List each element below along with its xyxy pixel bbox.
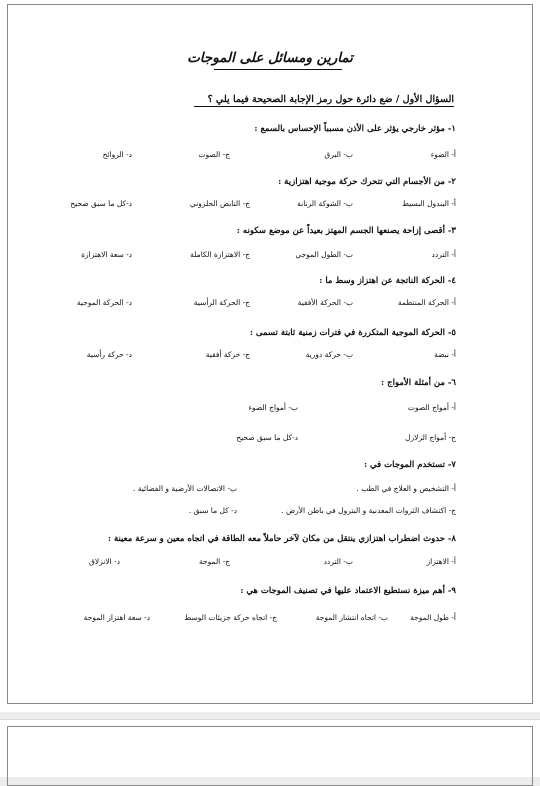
question-8: ٨- حدوث اضطراب اهتزازي ينتقل من مكان لآخر حاملاً معه الطاقة في اتجاه معين و سرعة معينة : [107, 534, 456, 544]
q8-option-a: أ- الاهتزاز [426, 557, 456, 566]
q5-option-d: د- حركة رأسية [86, 350, 132, 359]
q3-option-a: أ- التردد [431, 250, 456, 259]
question-3: ٣- أقصى إزاحة يصنعها الجسم المهتز بعيداً عن موضع سكونه : [236, 226, 456, 236]
question-1: ١- مؤثر خارجي يؤثر على الأذن مسبباً الإحساس بالسمع : [254, 124, 456, 134]
q8-option-d: د- الانزلاق [89, 557, 120, 566]
question-4: ٤- الحركة الناتجة عن اهتزاز وسط ما : [319, 276, 456, 286]
q7-option-a: أ- التشخيص و العلاج في الطب . [356, 484, 456, 493]
q4-option-b: ب- الحركة الأفقية [297, 298, 353, 307]
question-5: ٥- الحركة الموجية المتكررة في فترات زمنية ثابتة تسمى : [249, 328, 456, 338]
q5-option-a: أ- نبضة [434, 350, 456, 359]
next-page-border [7, 726, 533, 786]
next-page [0, 719, 540, 777]
q3-option-b: ب- الطول الموجي [295, 250, 353, 259]
title-underline [214, 69, 342, 70]
q1-option-c: ج- الصوت [198, 150, 230, 159]
q4-option-a: أ- الحركة المنتظمة [397, 298, 456, 307]
q2-option-d: د-كل ما سبق صحيح [70, 199, 132, 208]
question-7: ٧- تستخدم الموجات في : [363, 460, 456, 470]
q9-option-b: ب- اتجاه انتشار الموجة [315, 613, 388, 622]
q2-option-c: ج- النابض الحلزوني [189, 199, 250, 208]
q1-option-d: د- الروائح [102, 150, 132, 159]
heading-underline [194, 106, 454, 107]
q4-option-d: د- الحركة الموجية [76, 298, 132, 307]
q6-option-a: أ- أمواج الصوت [407, 403, 456, 412]
q6-option-c: ج- أمواج الزلازل [405, 433, 456, 442]
section-heading: السؤال الأول / ضع دائرة حول رمز الإجابة الصحيحة فيما يلي ؟ [207, 94, 454, 105]
question-9: ٩- أهم ميزة نستطيع الاعتماد عليها في تصنيف الموجات هي : [240, 586, 456, 596]
q4-option-c: ج- الحركة الرأسية [193, 298, 250, 307]
q1-option-a: أ- الضوء [430, 150, 456, 159]
q7-option-c: ج- اكتشاف الثروات المعدنية و البترول في باطن الأرض . [281, 506, 456, 515]
q1-option-b: ب- البرق [324, 150, 353, 159]
q2-option-a: أ- البندول البسيط [402, 199, 456, 208]
q9-option-a: أ- طول الموجة [410, 613, 456, 622]
q3-option-c: ج- الاهتزازة الكاملة [190, 250, 250, 259]
q5-option-b: ب- حركة دورية [305, 350, 353, 359]
q6-option-d: د-كل ما سبق صحيح [236, 433, 298, 442]
q9-option-c: ج- اتجاه حركة جزيئات الوسط [184, 613, 277, 622]
q8-option-c: ج- الموجة [199, 557, 230, 566]
q2-option-b: ب- الشوكة الرنانة [297, 199, 353, 208]
question-2: ٢- من الأجسام التي تتحرك حركة موجية اهتزازية : [278, 177, 456, 187]
q5-option-c: ج- حركة أفقية [205, 350, 250, 359]
page-title: تمارين ومسائل على الموجات [187, 50, 353, 66]
question-6: ٦- من أمثلة الأمواج : [381, 378, 456, 388]
q7-option-b: ب- الاتصالات الأرضية و الفضائية . [132, 484, 237, 493]
q9-option-d: د- سعة اهتزاز الموجة [83, 613, 150, 622]
q6-option-b: ب- أمواج الضوء [248, 403, 298, 412]
q7-option-d: د- كل ما سبق . [188, 506, 237, 515]
q3-option-d: د- سعة الاهتزازة [81, 250, 132, 259]
q8-option-b: ب- التردد [323, 557, 353, 566]
